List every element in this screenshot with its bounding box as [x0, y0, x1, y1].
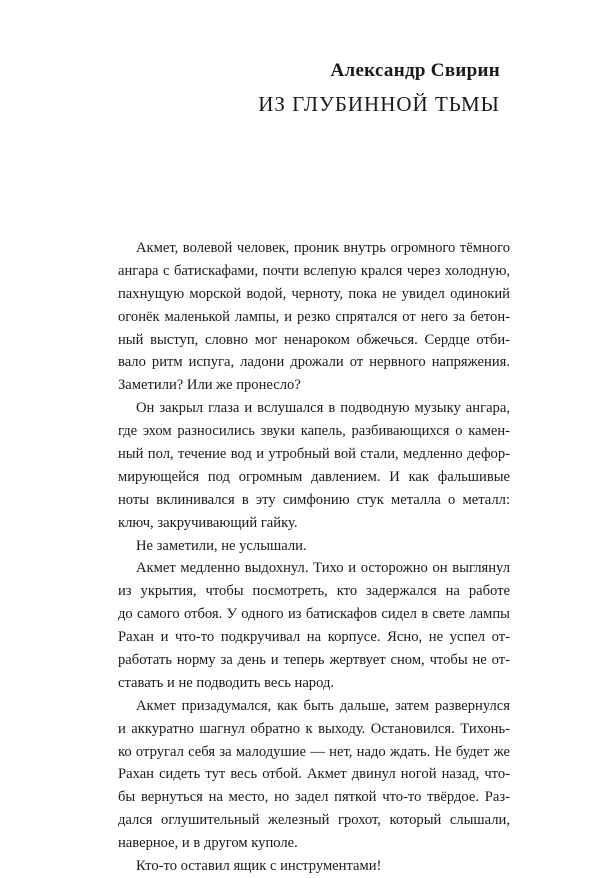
text-line: где эхом разносились звуки капель, разбивающихся о камен- — [118, 423, 510, 440]
text-line: Рахан и что-то подкручивал на корпусе. Ясно, не успел от- — [118, 629, 510, 646]
text-line: ный выступ, словно мог ненароком обжечься. Сердце отби- — [118, 331, 510, 348]
text-line: ноты вклинивался в эту симфонию стук металла о металл: — [118, 491, 510, 508]
text-line: ко отругал себя за малодушие — нет, надо ждать. Не будет же — [118, 743, 510, 760]
story-body — [118, 237, 510, 878]
text-line: из укрытия, чтобы посмотреть, кто задержался на работе — [118, 583, 510, 600]
text-line: Не заметили, не услышали. — [136, 537, 307, 554]
text-line: до самого отбоя. У одного из батискафов сидел в свете лампы — [118, 606, 510, 623]
text-line: вало ритм испуга, ладони дрожали от нервного напряжения. — [118, 354, 510, 371]
text-line: огонёк маленькой лампы, и резко спрятался от него за бетон- — [118, 308, 510, 325]
text-line: Акмет, волевой человек, проник внутрь огромного тёмного — [136, 240, 510, 256]
text-line: ставать и не подводить весь народ. — [118, 674, 335, 691]
story-title: ИЗ ГЛУБИННОЙ ТЬМЫ — [258, 92, 500, 116]
text-line: Кто-то оставил ящик с инструментами! — [136, 858, 382, 875]
text-line: Заметили? Или же пронесло? — [118, 377, 301, 394]
author-name: Александр Свирин — [330, 60, 500, 81]
text-line: ный пол, течение вод и утробный вой стали, медленно дефор- — [118, 446, 510, 463]
text-line: мирующейся под огромным давлением. И как фальшивые — [118, 468, 510, 485]
text-line: Рахан сидеть тут весь отбой. Акмет двинул ногой назад, что- — [118, 766, 510, 783]
text-line: работать норму за день и теперь жертвует сном, чтобы не от- — [118, 652, 510, 669]
text-line: Акмет медленно выдохнул. Тихо и осторожно он выглянул — [136, 560, 510, 577]
text-line: Он закрыл глаза и вслушался в подводную музыку ангара, — [136, 400, 510, 417]
text-line: и аккуратно шагнул обратно к выходу. Остановился. Тихонь- — [118, 720, 510, 737]
text-line: бы вернуться на место, но задел пяткой что-то твёрдое. Раз- — [118, 789, 510, 806]
text-line: ангара с батискафами, почти вслепую крался через холодную, — [118, 262, 510, 279]
text-line: дался оглушительный железный грохот, который слышали, — [118, 812, 510, 829]
text-line: пахнущую морской водой, черноту, пока не увидел одинокий — [118, 285, 510, 302]
text-line: ключ, закручивающий гайку. — [118, 514, 298, 531]
text-line: Акмет призадумался, как быть дальше, затем развернулся — [136, 697, 510, 714]
text-line: наверное, и в другом куполе. — [118, 835, 298, 852]
